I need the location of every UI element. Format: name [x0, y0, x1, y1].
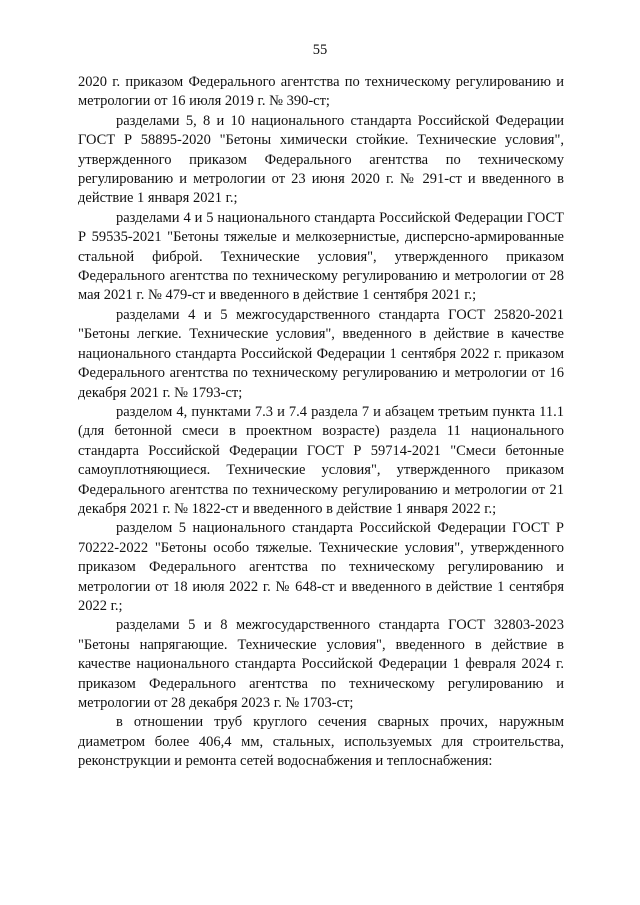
paragraph-4: разделами 4 и 5 межгосударственного стандарта ГОСТ 25820-2021 "Бетоны легкие. Технические условия", введенного в действие в качестве национального стандарта Российской Федерации 1 сентября 2022 г. приказом Федерального агентства по техническому регулированию и метрологии от 16 декабря 2021 г. № 1793-ст; [78, 306, 564, 401]
paragraph-7: разделами 5 и 8 межгосударственного стандарта ГОСТ 32803-2023 "Бетоны напрягающие. Технические условия", введенного в действие в качестве национального стандарта Российской Федерации 1 февраля 2024 г. приказом Федерального агентства по техническому регулированию и метрологии от 28 декабря 2023 г. № 1703-ст; [78, 617, 564, 711]
paragraph-1: 2020 г. приказом Федерального агентства по техническому регулированию и метрологии от 16 июля 2019 г. № 390-ст; [78, 74, 564, 110]
paragraph-8: в отношении труб круглого сечения сварных прочих, наружным диаметром более 406,4 мм, стальных, используемых для строительства, реконструкции и ремонта сетей водоснабжения и теплоснабжения: [78, 714, 564, 770]
paragraph-5: разделом 4, пунктами 7.3 и 7.4 раздела 7 и абзацем третьим пункта 11.1 (для бетонной смеси в проектном возрасте) раздела 11 национального стандарта Российской Федерации ГОСТ Р 59714-2021 "Смеси бетонные самоуплотняющиеся. Технические условия", утвержденного приказом Федерального агентства по техническому регулированию и метрологии от 21 декабря 2021 г. № 1822-ст и введенного в действие 1 января 2022 г.; [78, 403, 564, 517]
paragraph-2: разделами 5, 8 и 10 национального стандарта Российской Федерации ГОСТ Р 58895-2020 "Бетоны химически стойкие. Технические условия", утвержденного приказом Федерального агентства по техническому регулированию и метрологии от 23 июня 2020 г. № 291-ст и введенного в действие 1 января 2021 г.; [78, 112, 564, 207]
paragraph-3: разделами 4 и 5 национального стандарта Российской Федерации ГОСТ Р 59535-2021 "Бетоны тяжелые и мелкозернистые, дисперсно-армированные стальной фиброй. Технические условия", утвержденного приказом Федерального агентства по техническому регулированию и метрологии от 28 мая 2021 г. № 479-ст и введенного в действие 1 сентября 2021 г.; [78, 209, 564, 304]
paragraph-6: разделом 5 национального стандарта Российской Федерации ГОСТ Р 70222-2022 "Бетоны особо тяжелые. Технические условия", утвержденного приказом Федерального агентства по техническому регулированию и метрологии от 18 июля 2022 г. № 648-ст и введенного в действие 1 сентября 2022 г.; [78, 520, 564, 614]
document-body [78, 73, 564, 772]
page-number: 55 [312, 42, 328, 58]
